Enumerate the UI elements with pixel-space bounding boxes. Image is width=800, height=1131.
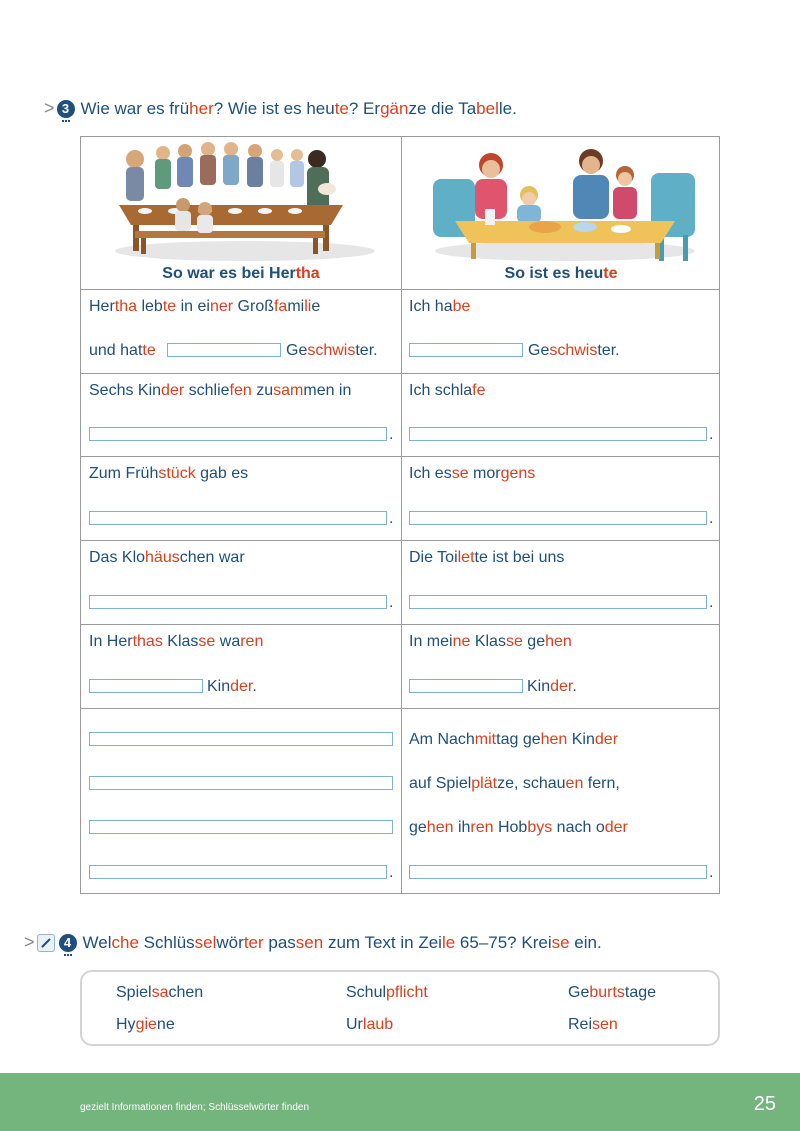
period: . bbox=[709, 864, 714, 881]
row2-right bbox=[401, 373, 721, 456]
row3-left-text: Zum Frühstück gab es bbox=[89, 465, 249, 482]
keyword[interactable]: Reisen bbox=[568, 1016, 618, 1033]
footer-bar bbox=[0, 1073, 800, 1131]
row3-right bbox=[401, 456, 721, 540]
row6-right-line3: gehen ihren Hobbys nach oder bbox=[409, 819, 628, 836]
row1-right-suffix: Geschwister. bbox=[528, 342, 620, 359]
answer-field[interactable] bbox=[409, 679, 523, 693]
chevron-right-icon: > bbox=[44, 98, 55, 118]
period: . bbox=[389, 594, 394, 611]
row5-right-text: In meine Klasse gehen bbox=[409, 633, 572, 650]
task-3-header bbox=[44, 98, 517, 119]
period: . bbox=[389, 426, 394, 443]
row5-right bbox=[401, 624, 721, 708]
answer-field[interactable] bbox=[89, 865, 387, 879]
illustration-old-family bbox=[105, 139, 380, 263]
pencil-icon bbox=[37, 934, 55, 952]
row5-left-text: In Herthas Klasse waren bbox=[89, 633, 264, 650]
period: . bbox=[389, 510, 394, 527]
row1-left-prefix: und hatte bbox=[89, 342, 156, 359]
row5-left-suffix: Kinder. bbox=[207, 678, 257, 695]
task-number: 3 bbox=[57, 100, 75, 118]
row6-right bbox=[401, 708, 721, 894]
period: . bbox=[709, 510, 714, 527]
row1-left-suffix: Geschwister. bbox=[286, 342, 378, 359]
row1-right-text: Ich habe bbox=[409, 298, 471, 315]
keyword[interactable]: Geburtstage bbox=[568, 984, 657, 1001]
answer-field[interactable] bbox=[89, 427, 387, 441]
illustration-modern-family bbox=[425, 139, 700, 263]
row2-right-text: Ich schlafe bbox=[409, 382, 486, 399]
answer-field[interactable] bbox=[409, 343, 523, 357]
row5-right-suffix: Kinder. bbox=[527, 678, 577, 695]
keyword[interactable]: Spielsachen bbox=[116, 984, 204, 1001]
answer-field[interactable] bbox=[409, 511, 707, 525]
answer-field[interactable] bbox=[409, 595, 707, 609]
answer-field[interactable] bbox=[89, 511, 387, 525]
task-4-title: Welche Schlüsselwörter passen zum Text in Zeile 65–75? Kreise ein. bbox=[82, 932, 602, 952]
row4-left bbox=[81, 540, 401, 624]
answer-field[interactable] bbox=[409, 427, 707, 441]
task-4-header bbox=[24, 932, 602, 953]
task-number: 4 bbox=[59, 934, 77, 952]
row1-left bbox=[81, 289, 401, 373]
answer-field[interactable] bbox=[89, 595, 387, 609]
keyword[interactable]: Schulpflicht bbox=[346, 984, 428, 1001]
keyword[interactable]: Hygiene bbox=[116, 1016, 175, 1033]
chevron-right-icon: > bbox=[24, 932, 35, 952]
keyword-panel bbox=[80, 970, 720, 1046]
answer-field[interactable] bbox=[89, 679, 203, 693]
footer-text: gezielt Informationen finden; Schlüsselwörter finden bbox=[80, 1102, 310, 1113]
row6-left bbox=[81, 708, 401, 894]
comparison-table bbox=[80, 136, 720, 894]
period: . bbox=[389, 864, 394, 881]
row2-left-text: Sechs Kinder schliefen zusammen in bbox=[89, 382, 352, 399]
task-3-title: Wie war es früher? Wie ist es heute? Ergänze die Tabelle. bbox=[80, 98, 517, 118]
period: . bbox=[709, 594, 714, 611]
row1-right bbox=[401, 289, 721, 373]
answer-field[interactable] bbox=[89, 776, 393, 790]
answer-field[interactable] bbox=[89, 820, 393, 834]
row6-right-line2: auf Spielplätze, schauen fern, bbox=[409, 775, 620, 792]
row3-left bbox=[81, 456, 401, 540]
row1-left-text: Hertha lebte in einer Großfamilie bbox=[89, 298, 321, 315]
row5-left bbox=[81, 624, 401, 708]
caption-present: So ist es heute bbox=[504, 265, 618, 282]
answer-field[interactable] bbox=[167, 343, 281, 357]
row2-left bbox=[81, 373, 401, 456]
row4-left-text: Das Klohäuschen war bbox=[89, 549, 245, 566]
row3-right-text: Ich esse morgens bbox=[409, 465, 536, 482]
answer-field[interactable] bbox=[89, 732, 393, 746]
answer-field[interactable] bbox=[409, 865, 707, 879]
keyword[interactable]: Urlaub bbox=[346, 1016, 394, 1033]
row4-right bbox=[401, 540, 721, 624]
caption-past: So war es bei Hertha bbox=[162, 265, 320, 282]
row4-right-text: Die Toilette ist bei uns bbox=[409, 549, 565, 566]
row6-right-line1: Am Nachmittag gehen Kinder bbox=[409, 731, 619, 748]
page-number: 25 bbox=[753, 1093, 776, 1115]
period: . bbox=[709, 426, 714, 443]
